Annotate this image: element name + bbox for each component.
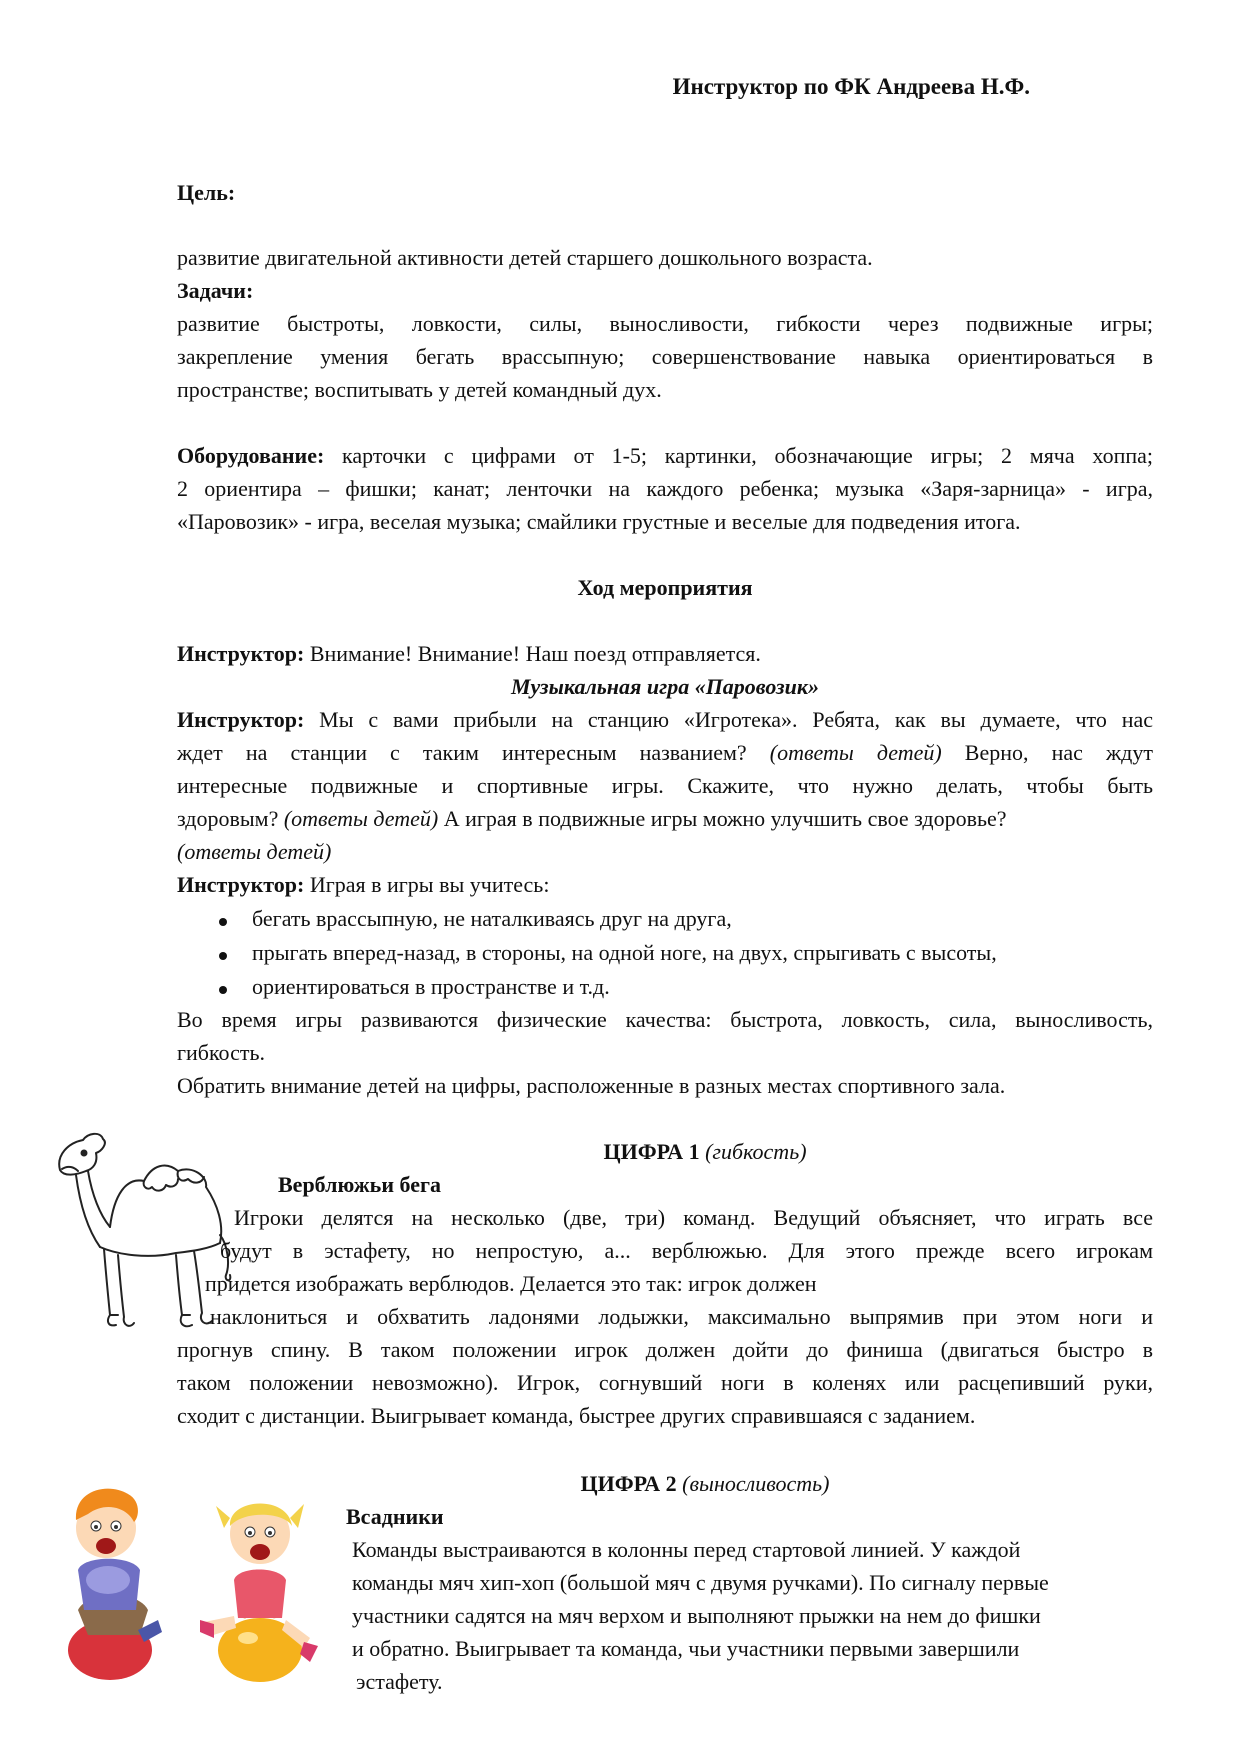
digit1-subtitle: (гибкость) (699, 1139, 807, 1164)
list-item: прыгать вперед-назад, в стороны, на одной ноге, на двух, спрыгивать с высоты, (252, 940, 997, 965)
dialog-line: ждет на станции с таким интересным названием? (ответы детей) Верно, нас ждут (177, 740, 1153, 765)
digit1-line: придется изображать верблюдов. Делается это так: игрок должен (205, 1271, 817, 1296)
digit2-line: Команды выстраиваются в колонны перед стартовой линией. У каждой (352, 1537, 1021, 1562)
children-answer: (ответы детей) (283, 806, 439, 831)
course-title: Ход мероприятия (577, 575, 753, 600)
digit1-line: сходит с дистанции. Выигрывает команда, быстрее других справившаяся с заданием. (177, 1403, 976, 1428)
tasks-line: закрепление умения бегать врассыпную; совершенствование навыка ориентироваться в (177, 344, 1153, 369)
digit1-line: будут в эстафету, но непростую, а... верблюжью. Для этого прежде всего игрокам (220, 1238, 1153, 1263)
course-intro: Инструктор: Внимание! Внимание! Наш поезд отправляется. (177, 641, 761, 666)
qualities-line: гибкость. (177, 1040, 266, 1065)
list-item: бегать врассыпную, не наталкиваясь друг на друга, (252, 906, 732, 931)
digit2-line: участники садятся на мяч верхом и выполняют прыжки на нем до фишки (352, 1603, 1041, 1628)
tasks-label: Задачи: (177, 278, 254, 303)
equipment-line (177, 439, 1153, 472)
qualities-line: Во время игры развиваются физические качества: быстрота, ловкость, сила, выносливость, (177, 1007, 1153, 1032)
digit2-line: и обратно. Выигрывает та команда, чьи участники первыми завершили (352, 1636, 1020, 1661)
bullet-icon (219, 952, 227, 960)
dialog-line: здоровым? (ответы детей) А играя в подвижные игры можно улучшить свое здоровье? (177, 806, 1007, 831)
dialog-line: интересные подвижные и спортивные игры. Скажите, что нужно делать, чтобы быть (177, 773, 1153, 798)
speaker-label: Инструктор: (177, 707, 305, 732)
digit1-title: ЦИФРА 1 (603, 1139, 700, 1164)
digit1-line: таком положении невозможно). Игрок, согнувший ноги в коленях или расцепивший руки, (177, 1370, 1153, 1395)
learn-intro: Инструктор: Играя в игры вы учитесь: (177, 872, 550, 897)
equipment-line: 2 ориентира – фишки; канат; ленточки на каждого ребенка; музыка «Заря-зарница» - игра, (177, 476, 1153, 501)
dialog-line: Инструктор: Мы с вами прибыли на станцию «Игротека». Ребята, как вы думаете, что нас (177, 707, 1153, 732)
boy-figure (68, 1489, 162, 1680)
digit2-heading (0, 1467, 1240, 1500)
digit1-heading (0, 1135, 1240, 1168)
speaker-label: Инструктор: (177, 872, 305, 897)
bullet-icon (219, 918, 227, 926)
digit1-line: прогнув спину. В таком положении игрок должен дойти до финиша (двигаться быстро в (177, 1337, 1153, 1362)
speaker-label: Инструктор: (177, 641, 305, 666)
equipment-text: карточки с цифрами от 1-5; картинки, обозначающие игры; 2 мяча хоппа; (324, 443, 1153, 468)
attention-note: Обратить внимание детей на цифры, расположенные в разных местах спортивного зала. (177, 1073, 1006, 1098)
author-header: Инструктор по ФК Андреева Н.Ф. (672, 74, 1030, 99)
digit1-line: Игроки делятся на несколько (две, три) команд. Ведущий объясняет, что играть все (234, 1205, 1153, 1230)
children-answer: (ответы детей) (769, 740, 942, 765)
tasks-line: пространстве; воспитывать у детей командный дух. (177, 377, 662, 402)
digit2-game-title: Всадники (346, 1504, 444, 1529)
children-on-hop-balls-illustration (48, 1470, 338, 1690)
digit2-title: ЦИФРА 2 (580, 1471, 677, 1496)
list-item: ориентироваться в пространстве и т.д. (252, 974, 610, 999)
digit2-subtitle: (выносливость) (676, 1471, 830, 1496)
tasks-line: развитие быстроты, ловкости, силы, выносливости, гибкости через подвижные игры; (177, 311, 1153, 336)
music-game-title: Музыкальная игра «Паровозик» (510, 674, 820, 699)
girl-figure (200, 1503, 318, 1682)
equipment-line: «Паровозик» - игра, веселая музыка; смайлики грустные и веселые для подведения итога. (177, 509, 1021, 534)
digit2-line: эстафету. (356, 1669, 443, 1694)
equipment-label: Оборудование: (177, 443, 325, 468)
digit1-game-title: Верблюжьи бега (278, 1172, 441, 1197)
digit1-line: наклониться и обхватить ладонями лодыжки, максимально выпрямив при этом ноги и (210, 1304, 1153, 1329)
bullet-icon (219, 986, 227, 994)
children-answer: (ответы детей) (177, 839, 332, 864)
goal-text: развитие двигательной активности детей старшего дошкольного возраста. (177, 245, 873, 270)
digit2-line: команды мяч хип-хоп (большой мяч с двумя ручками). По сигналу первые (352, 1570, 1049, 1595)
goal-label: Цель: (177, 180, 236, 205)
